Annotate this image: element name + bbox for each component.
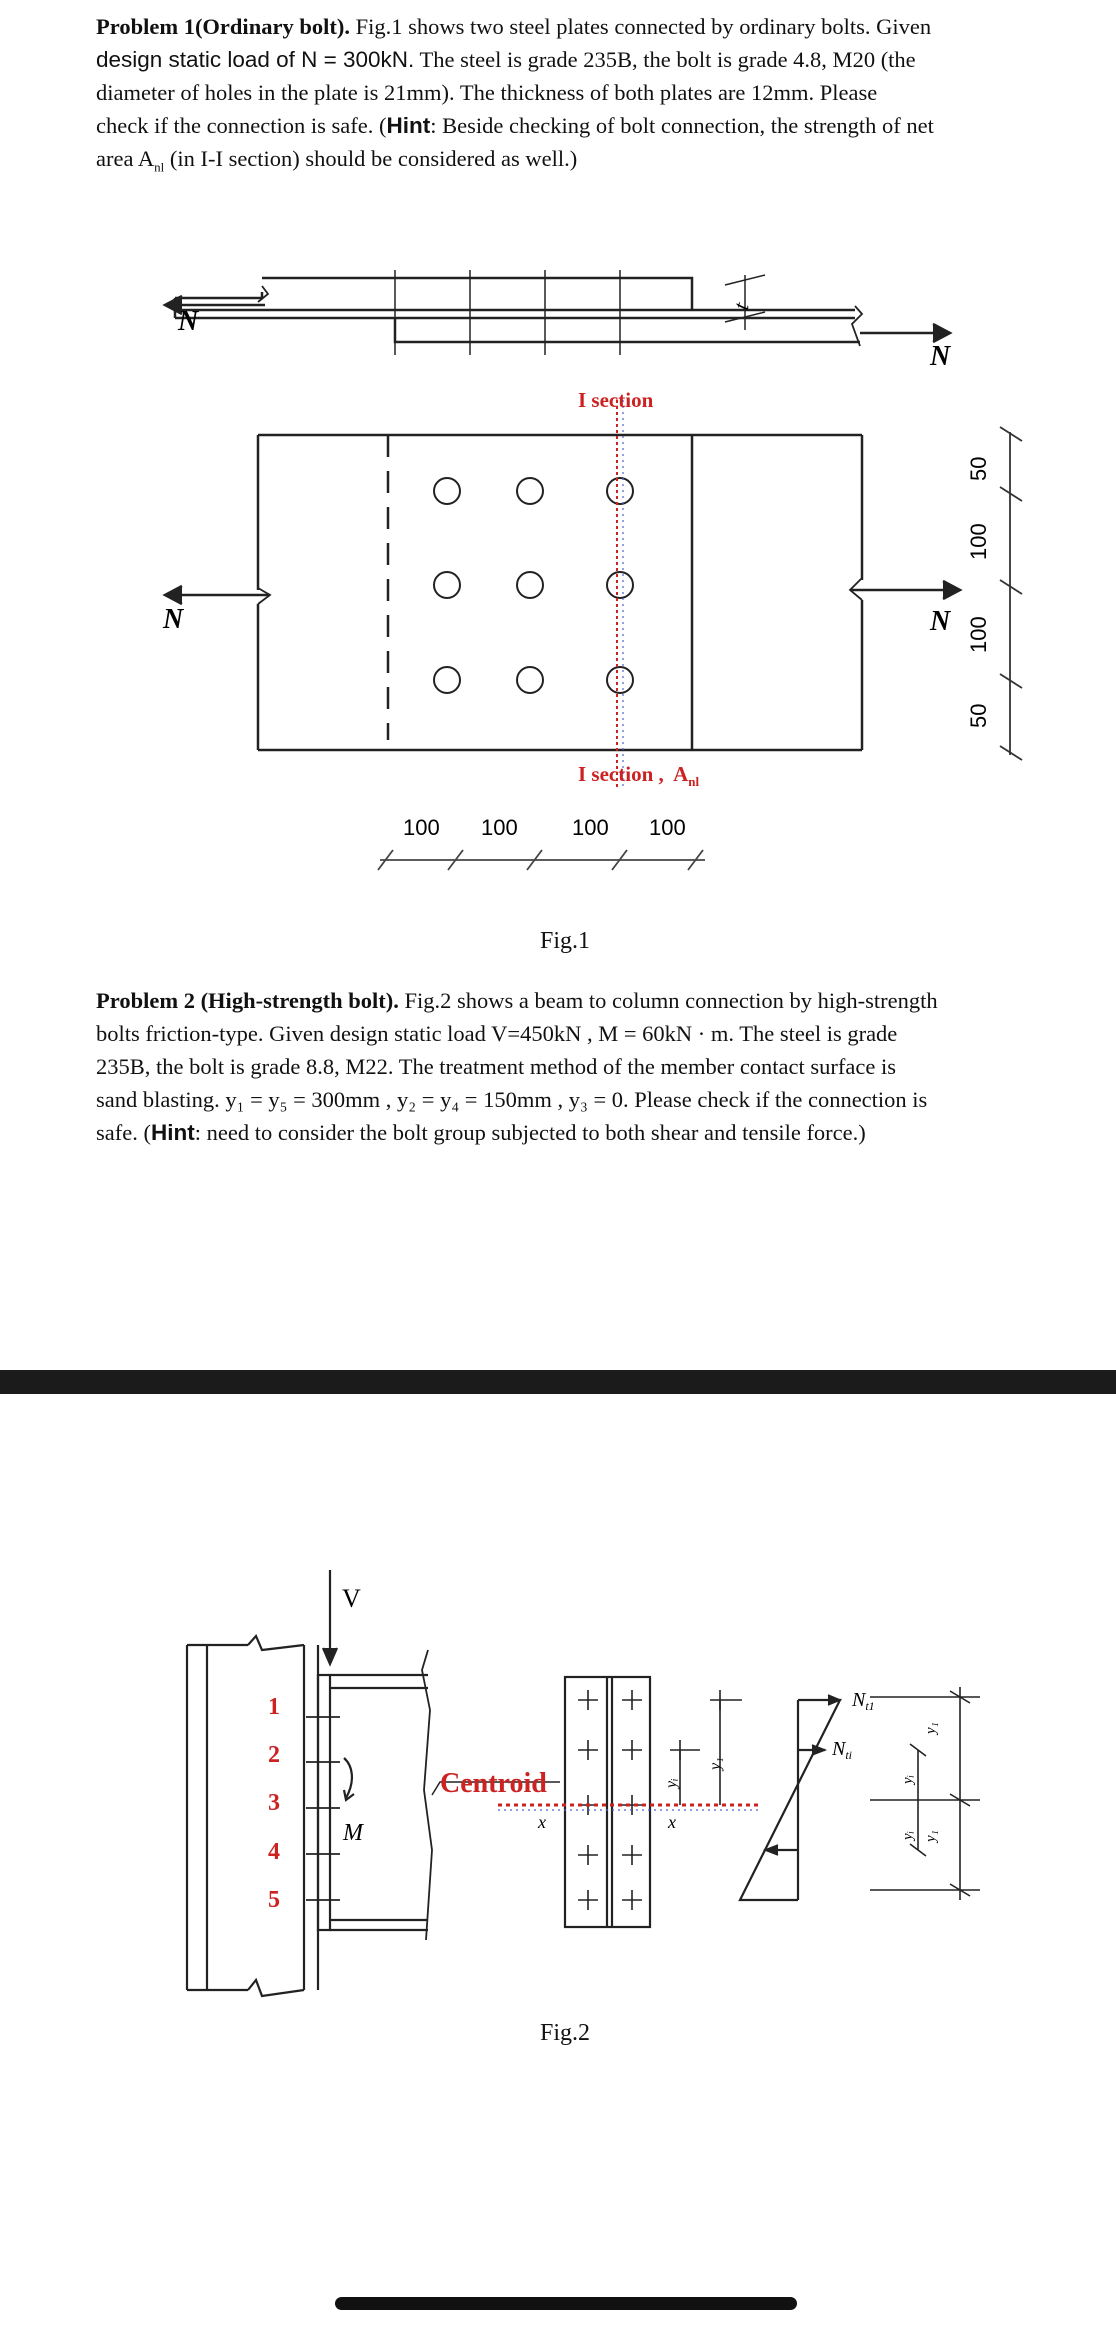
fig2-Nt1-label: $N_{t1}$: [852, 1689, 875, 1713]
fig1-dim-bottom-1: 100: [403, 815, 440, 840]
fig1-dim-right-4: 50: [966, 703, 991, 728]
fig1-N-right: N: [930, 606, 951, 637]
fig2-y1-label: y₁: [707, 1757, 724, 1770]
fig2-V-label: V: [342, 1584, 361, 1613]
home-indicator[interactable]: [335, 2297, 797, 2310]
problem1-line2: The steel is grade 235B, the bolt is grade 4.8, M20 (the: [414, 47, 916, 72]
fig2-bolt-3: 3: [268, 1790, 280, 1816]
fig2-y1-right-top: y₁: [923, 1722, 939, 1734]
problem1-line1: Fig.1 shows two steel plates connected by ordinary bolts. Given: [349, 14, 932, 39]
fig2-Nti-label: $N_{ti}$: [832, 1738, 853, 1762]
fig1-t-label: t: [727, 299, 754, 313]
problem2-line5b: : need to consider the bolt group subjected to both shear and tensile force.): [194, 1120, 866, 1145]
fig1-N-left: N: [163, 604, 184, 635]
fig2-yi-right-bottom: yᵢ: [900, 1830, 916, 1840]
problem1-hint: Hint: [386, 113, 431, 138]
problem2-hint: Hint: [150, 1120, 195, 1145]
fig1-section-top: I section: [578, 388, 654, 412]
problem2-line4: sand blasting. y₁ = y₅ = 300mm , y₂ = y₄ = 150mm , y₃ = 0. Please check if the connection is: [96, 1087, 928, 1112]
problem1-line5b: (in I-I section) should be considered as well.): [164, 146, 578, 171]
fig1-dim-right-1: 50: [966, 456, 991, 481]
problem2-line5: safe. (: [96, 1120, 151, 1145]
fig1-dim-right-2: 100: [966, 523, 991, 560]
fig2-x-left: x: [538, 1812, 546, 1832]
fig1-section-bottom: I section , $A_{nl}$: [578, 762, 700, 789]
fig1-N-left-top: N: [178, 306, 199, 337]
problem2-line3: 235B, the bolt is grade 8.8, M22. The treatment method of the member contact surface is: [96, 1054, 896, 1079]
fig2-bolt-4: 4: [268, 1839, 280, 1865]
problem2-line1: Fig.2 shows a beam to column connection by high-strength: [398, 988, 938, 1013]
fig1-dim-bottom-4: 100: [649, 815, 686, 840]
fig2-bolt-5: 5: [268, 1887, 280, 1913]
fig1-dim-bottom-3: 100: [572, 815, 609, 840]
fig2-M-label: M: [343, 1820, 363, 1846]
fig1-N-right-top: N: [930, 341, 951, 372]
fig2-caption: Fig.2: [540, 2020, 591, 2046]
problem1-sub: nl: [154, 159, 165, 175]
problem1-heading: Problem 1(Ordinary bolt).: [96, 14, 350, 39]
fig2-bolt-2: 2: [268, 1742, 280, 1768]
fig2-diagram: [0, 1550, 1116, 2150]
fig1-diagram: [0, 0, 1116, 900]
problem1-load: design static load of N = 300kN.: [96, 47, 415, 72]
problem1-line3: diameter of holes in the plate is 21mm). The thickness of both plates are 12mm. Please: [96, 80, 878, 105]
fig1-dim-bottom-2: 100: [481, 815, 518, 840]
problem1-line4: check if the connection is safe. (: [96, 113, 387, 138]
problem2-text: [96, 984, 1036, 1149]
screenshot-separator: [0, 1370, 1116, 1394]
fig2-x-right: x: [668, 1812, 676, 1832]
fig2-y1-right-bottom: y₁: [923, 1830, 939, 1842]
problem2-line2: bolts friction-type. Given design static load V=450kN , M = 60kN · m. The steel is grade: [96, 1021, 898, 1046]
fig2-yi-right-label: yᵢ: [900, 1774, 916, 1784]
fig1-caption: Fig.1: [540, 928, 591, 954]
fig2-centroid-label: Centroid: [440, 1768, 547, 1799]
problem2-heading: Problem 2 (High-strength bolt).: [96, 988, 399, 1013]
problem1-line4b: : Beside checking of bolt connection, the strength of net: [430, 113, 934, 138]
problem1-line5: area A: [96, 146, 155, 171]
fig1-dim-right-3: 100: [966, 616, 991, 653]
fig2-yi-label: yᵢ: [663, 1778, 680, 1788]
fig2-bolt-1: 1: [268, 1694, 280, 1720]
